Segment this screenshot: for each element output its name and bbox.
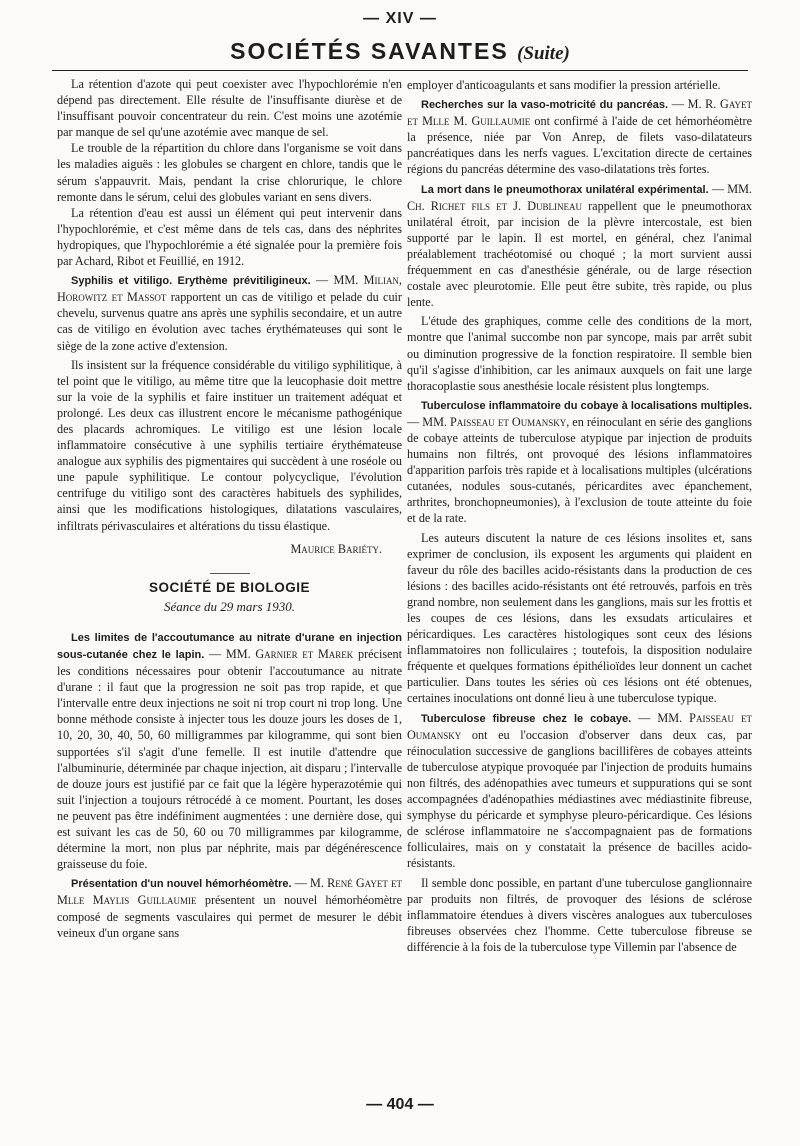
abstract-authors: R. Gayet et Mlle M. Guillaumie (407, 97, 752, 129)
abstract-authors: Paisseau et Oumansky (407, 710, 752, 742)
page-header-roman: — XIV — (363, 10, 437, 27)
abstract-title: Présentation d'un nouvel hémorhéomètre. (71, 878, 292, 891)
abstract-authors: Milian, Horowitz et Massot (57, 273, 402, 305)
page-number: — 404 — (366, 1096, 434, 1113)
paragraph: La rétention d'azote qui peut coexister avec l'hypochlorémie n'en dépend pas directement. Elle résulte de l'insuffisante diurèse et de l'insuffisant pouvoir concentrateur du rein. C'est moins une azotémie par manque de sel qu'une azotémie avec manque de sel. (57, 77, 402, 140)
section-separator (210, 573, 250, 574)
paragraph: Les auteurs discutent la nature de ces lésions insolites et, sans exprimer de conclusion, ils exposent les arguments qui plaident en faveur du rôle des bacilles acido-résistants dans la production de ces lésions : des bacilles acido-résistants ont été retrouvés, parfois en très grand nombre, non seulement dans les ganglions, mais sur les frottis et les coupes de ces lésions, dans les exsudats articulaires et péricardiques. Les caractères histologiques sont ceux des lésions inflammatoires non folliculaires ; toutefois, la disposition nodulaire fréquente et quelques formations épithélioïdes leur donnent un cachet particulier. Dans toutes les séries où ces lésions ont été obtenues, certaines inoculations ont donné lieu à une tuberculose typique. (407, 530, 752, 706)
abstract-tuberculose-inflammatoire: Tuberculose inflammatoire du cobaye à localisations multiples. — MM. Paisseau et Oumansky, en réinoculant en série des ganglions de cobaye atteints de tuberculose atypique par injection de produits humains non filtrés, ont provoqué des lésions inflammatoires d'apparition parfois très rapide et à localisations multiples (ulcérations cutanées, nodules sous-cutanés, péricardites avec épanchement, arthrites, bronchopneumonies), à l'exclusion de toute atteinte du foie et de la rate. (407, 399, 753, 526)
signature: Maurice Bariéty. (290, 541, 382, 556)
title-main: SOCIÉTÉS SAVANTES (230, 38, 509, 64)
abstract-vitiligo: Syphilis et vitiligo. Erythème prévitiligineux. — MM. Milian, Horowitz et Massot rapportent un cas de vitiligo et pelade du cuir chevelu, survenus quatre ans après une syphilis secondaire, et un autre cas de vitiligo en évolution avec taches érythémateuses qui sont le siège de la zone active d'extension. (57, 273, 402, 353)
abstract-hemorheometre: Présentation d'un nouvel hémorhéomètre. — M. René Gayet et Mlle Maylis Guillaumie présentent un nouvel hémorhéomètre composé de segments vasculaires qui permet de mesurer le débit veineux d'un organe sans (57, 876, 402, 940)
abstract-pancreas: Recherches sur la vaso-motricité du pancréas. — M. R. Gayet et Mlle M. Guillaumie ont confirmé à l'aide de cet hémorhéomètre la présence, niée par Von Anrep, de filets vaso-dilatateurs pancréatiques dans les nerfs vagues. L'excitation directe de certaines régions du pancréas détermine des vaso-dilatations très fortes. (407, 97, 753, 177)
paragraph: Le trouble de la répartition du chlore dans l'organisme se voit dans les maladies aiguës : les globules se chargent en chlore, tandis que le sérum s'appauvrit. Mais, pendant la crise chlorurique, le chlore remonte dans le sérum, celui des globules variant en sens divers. (57, 141, 402, 204)
abstract-authors: René Gayet et Mlle Maylis Guillaumie (57, 876, 402, 908)
paragraph: L'étude des graphiques, comme celle des conditions de la mort, montre que l'animal succombe non par syncope, mais par arrêt subit ou diminution progressive de la fonction respiratoire. Il semble bien qu'il s'agisse d'inhibition, car les animaux auxquels on fait une large thoracoplastie sous anesthésie locale résistent plus longtemps. (407, 314, 752, 393)
paragraph: La rétention d'eau est aussi un élément qui peut intervenir dans l'hypochlorémie, et c'est même dans de tels cas, dans des néphrites hydropiques, que l'hypochlorémie a été signalée pour la première fois par Achard, Ribot et Feuillié, en 1912. (57, 205, 402, 269)
abstract-title: Tuberculose fibreuse chez le cobaye. (421, 712, 632, 725)
section-title: SOCIÉTÉ DE BIOLOGIE (148, 579, 311, 595)
abstract-authors: Garnier et Marek (255, 647, 354, 661)
title-rule (52, 70, 748, 71)
abstract-title: Les limites de l'accoutumance au nitrate d'urane en injection sous-cutanée chez le lapin. (57, 631, 402, 661)
abstract-title: Syphilis et vitiligo. Erythème prévitiligineux. (71, 275, 311, 288)
abstract-nitrate-urane: Les limites de l'accoutumance au nitrate d'urane en injection sous-cutanée chez le lapin. — MM. Garnier et Marek précisent les conditions nécessaires pour obtenir l'accoutumance au nitrate d'urane : il faut que la progression ne soit pas trop rapide, et que l'intervalle entre deux injections ne soit ni trop court ni trop long. Une bonne méthode consiste à injecter tous les douze jours les doses de 1, 10, 20, 30, 40, 50, 60 milligrammes par kilogramme, qui sont bien supportées s'il s'agit d'une femelle. Il est inutile d'attendre que l'albuminurie, déterminée par chaque injection, ait disparu ; l'intervalle de douze jours est justifié par ce fait que la légère hyperazotémie qui suit l'injection a toujours rétrocédé à ce moment. Pourtant, les doses ne peuvent pas être indéfiniment augmentées : une dernière dose, qui est suivant les cas de 50, 60 ou 70 milligrammes par kilogramme, détermine la mort, non plus par néphrite, mais par dégénérescence graisseuse du foie. (57, 631, 402, 872)
abstract-authors: Ch. Richet fils et J. Dublineau (407, 198, 582, 213)
left-column (57, 76, 402, 941)
abstract-title: La mort dans le pneumothorax unilatéral expérimental. (421, 183, 709, 196)
abstract-title: Tuberculose inflammatoire du cobaye à localisations multiples. (421, 399, 752, 412)
paragraph: employer d'anticoagulants et sans modifier la pression artérielle. (407, 78, 721, 92)
right-column (407, 77, 752, 955)
abstract-pneumothorax: La mort dans le pneumothorax unilatéral expérimental. — MM. Ch. Richet fils et J. Dublineau rappellent que le pneumothorax unilatéral étroit, par incision de la plèvre intercostale, est bien supporté par le lapin. Il est mortel, en général, chez l'animal préalablement trachéotomisé ou choqué ; la mort survient aussi fréquemment en cas d'anesthésie générale, ou de large résection costale avec pleurotomie. Elle peut être subite, très rapide, ou plus lente. (407, 181, 752, 310)
page-title (0, 38, 800, 65)
paragraph: Ils insistent sur la fréquence considérable du vitiligo syphilitique, à tel point que le vitiligo, au même titre que la leucophasie doit mettre sur la voie de la syphilis et faire instituer un traitement adéquat et prolongé. Les deux cas illustrent encore le mécanisme pathogénique des placards achromiques. Le vitiligo est une lésion locale inflammatoire consécutive à une syphilis tertiaire érythémateuse analogue aux syphilis des pigmentaires qui succèdent à une roséole ou une papule syphilitique. Le contour polycyclique, l'évolution centrifuge du vitiligo sont des caractères habituels des syphilides, ainsi que les modifications histologiques, dilatations vasculaires, infiltrats périvasculaires et altérations du tissu élastique. (57, 357, 402, 533)
abstract-authors: Paisseau et Oumansky (450, 414, 567, 429)
abstract-title: Recherches sur la vaso-motricité du pancréas. (421, 99, 669, 112)
paragraph: Il semble donc possible, en partant d'une tuberculose ganglionnaire par produits non filtrés, de provoquer des lésions de sclérose inflammatoire étendues à divers viscères analogues aux tuberculoses fibreuses observées chez l'homme. Cette tuberculose fibreuse se différencie à la fois de la tuberculose type Villemin par l'absence de (407, 875, 752, 954)
abstract-tuberculose-fibreuse: Tuberculose fibreuse chez le cobaye. — MM. Paisseau et Oumansky ont eu l'occasion d'observer dans deux cas, par réinoculation successive de ganglions bacillifères de cobayes atteints de tuberculose atypique provoquée par l'injection de produits humains non filtrés, des adénopathies avec tumeurs et suppurations qui se sont accompagnées d'adénopathies médiastines avec médiastinite fibreuse, symphyse du péricarde et symphyse pleuro-péricardique. Ces lésions de sclérose inflammatoire ne s'accompagnaient pas de formations folliculaires, mais on y constatait la présence de bacilles acido-résistants. (407, 710, 752, 871)
section-date: Séance du 29 mars 1930. (163, 598, 296, 614)
title-suite: (Suite) (517, 43, 570, 64)
